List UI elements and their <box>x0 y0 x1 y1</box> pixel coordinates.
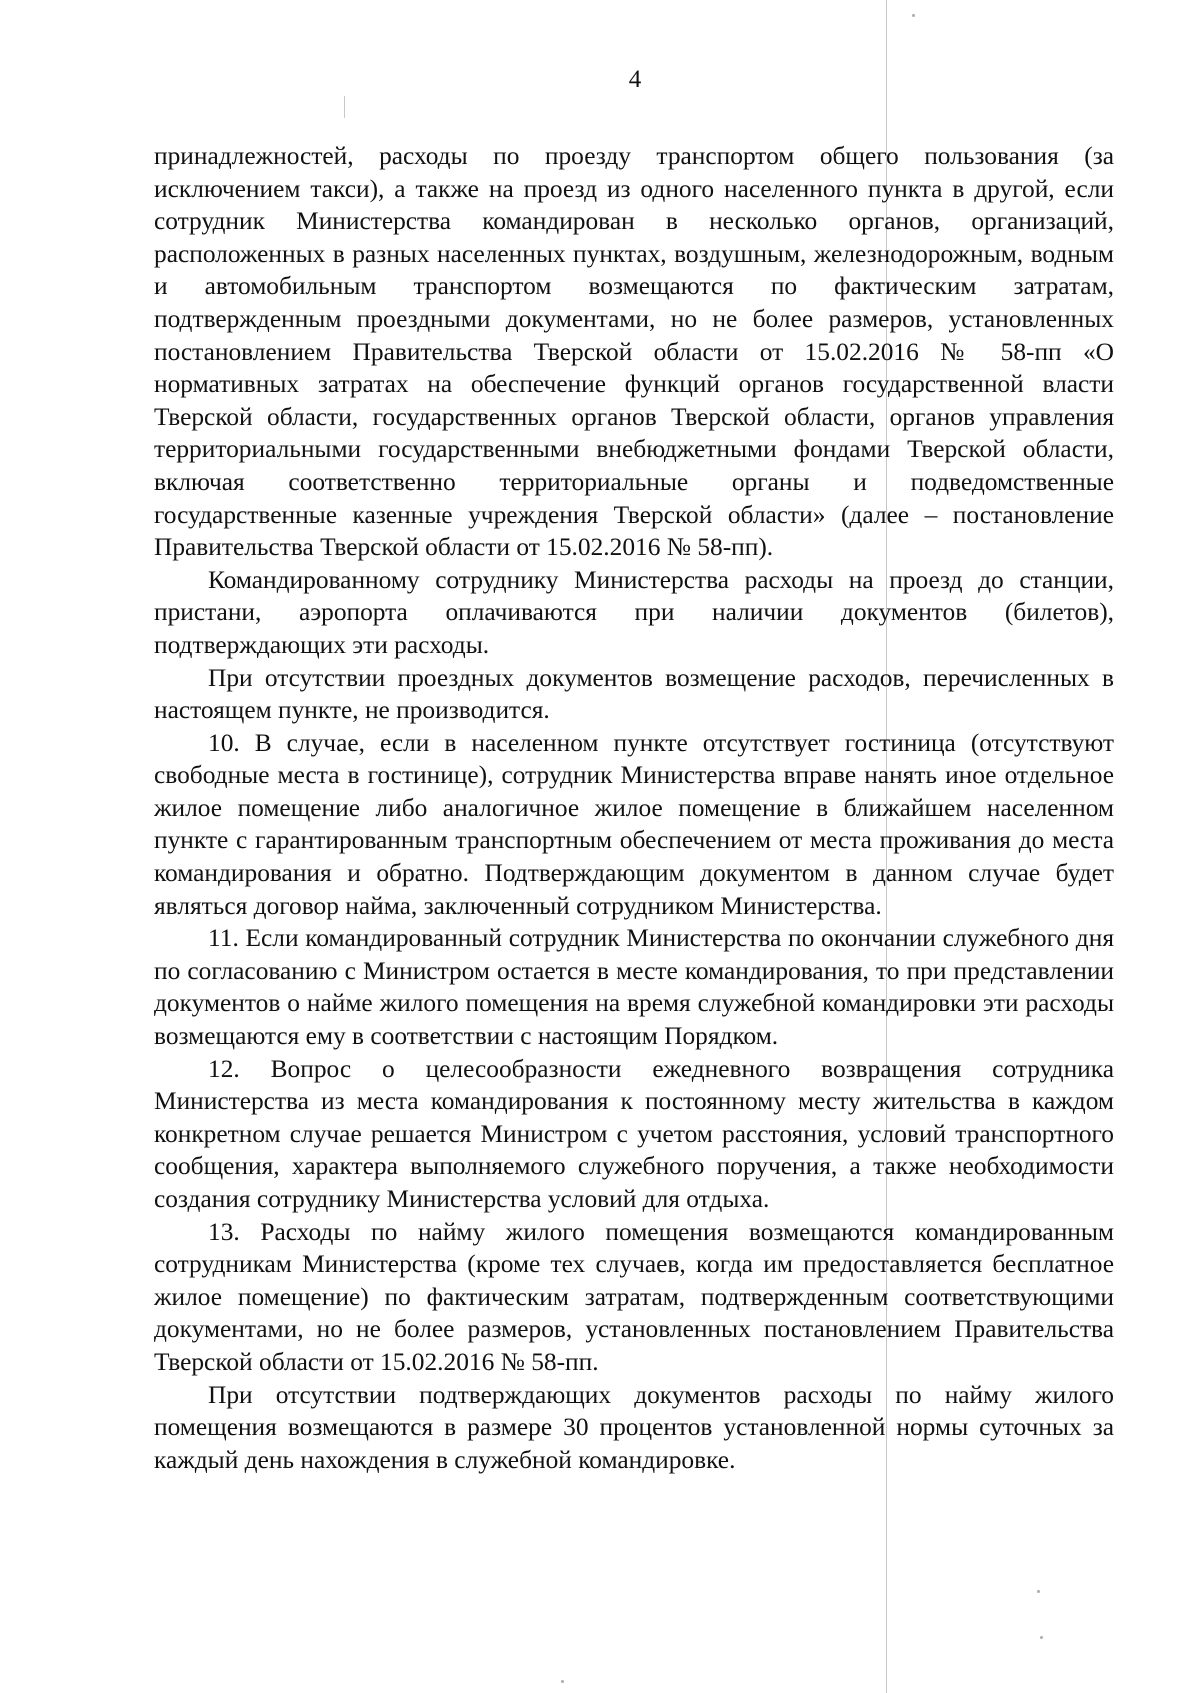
paragraph-no-confirming-documents: При отсутствии подтверждающих документов расходы по найму жилого помещения возмещаются в размере 30 процентов установленной нормы суточных за каждый день нахождения в служебной командировке. <box>154 1380 1114 1474</box>
scan-line <box>344 96 345 118</box>
paragraph-travel-to-station: Командированному сотруднику Министерства расходы на проезд до станции, пристани, аэропорта оплачиваются при наличии документов (билетов), подтверждающих эти расходы. <box>154 565 1114 659</box>
paragraph-continuation: принадлежностей, расходы по проезду транспортом общего пользования (за исключением такси), а также на проезд из одного населенного пункта в другой, если сотрудник Министерства командирован в несколько органов, организаций, расположенных в разных населенных пунктах, воздушным, железнодорожным, водным и автомобильным транспортом возмещаются по фактическим затратам, подтвержденным проездными документами, но не более размеров, установленных постановлением Правительства Тверской области от 15.02.2016 № 58-пп «О нормативных затратах на обеспечение функций органов государственной власти Тверской области, государственных органов Тверской области, органов управления территориальными государственными внебюджетными фондами Тверской области, включая соответственно территориальные органы и подведомственные государственные казенные учреждения Тверской области» (далее – постановление Правительства Тверской области от 15.02.2016 № 58-пп). <box>154 142 1114 562</box>
scan-speck <box>912 14 915 17</box>
paragraph-item-13: 13. Расходы по найму жилого помещения возмещаются командированным сотрудникам Министерства (кроме тех случаев, когда им предоставляется бесплатное жилое помещение) по фактическим затратам, подтвержденным соответствующими документами, но не более размеров, установленных постановлением Правительства Тверской области от 15.02.2016 № 58-пп. <box>154 1217 1114 1376</box>
paragraph-item-10: 10. В случае, если в населенном пункте отсутствует гостиница (отсутствуют свободные места в гостинице), сотрудник Министерства вправе нанять иное отдельное жилое помещение либо аналогичное жилое помещение в ближайшем населенном пункте с гарантированным транспортным обеспечением от места проживания до места командирования и обратно. Подтверждающим документом в данном случае будет являться договор найма, заключенный сотрудником Министерства. <box>154 728 1114 920</box>
document-body <box>154 140 1114 1476</box>
scan-speck <box>1040 1636 1043 1639</box>
page-number: 4 <box>628 66 642 93</box>
paragraph-item-11: 11. Если командированный сотрудник Министерства по окончании служебного дня по согласованию с Министром остается в месте командирования, то при представлении документов о найме жилого помещения на время служебной командировки эти расходы возмещаются ему в соответствии с настоящим Порядком. <box>154 924 1114 1051</box>
scan-speck <box>561 1680 564 1683</box>
paragraph-no-documents: При отсутствии проездных документов возмещение расходов, перечисленных в настоящем пункте, не производится. <box>154 663 1114 725</box>
paragraph-item-12: 12. Вопрос о целесообразности ежедневного возвращения сотрудника Министерства из места командирования к постоянному месту жительства в каждом конкретном случае решается Министром с учетом расстояния, условий транспортного сообщения, характера выполняемого служебного поручения, а также необходимости создания сотруднику Министерства условий для отдыха. <box>154 1054 1114 1213</box>
scan-speck <box>1037 1590 1040 1593</box>
